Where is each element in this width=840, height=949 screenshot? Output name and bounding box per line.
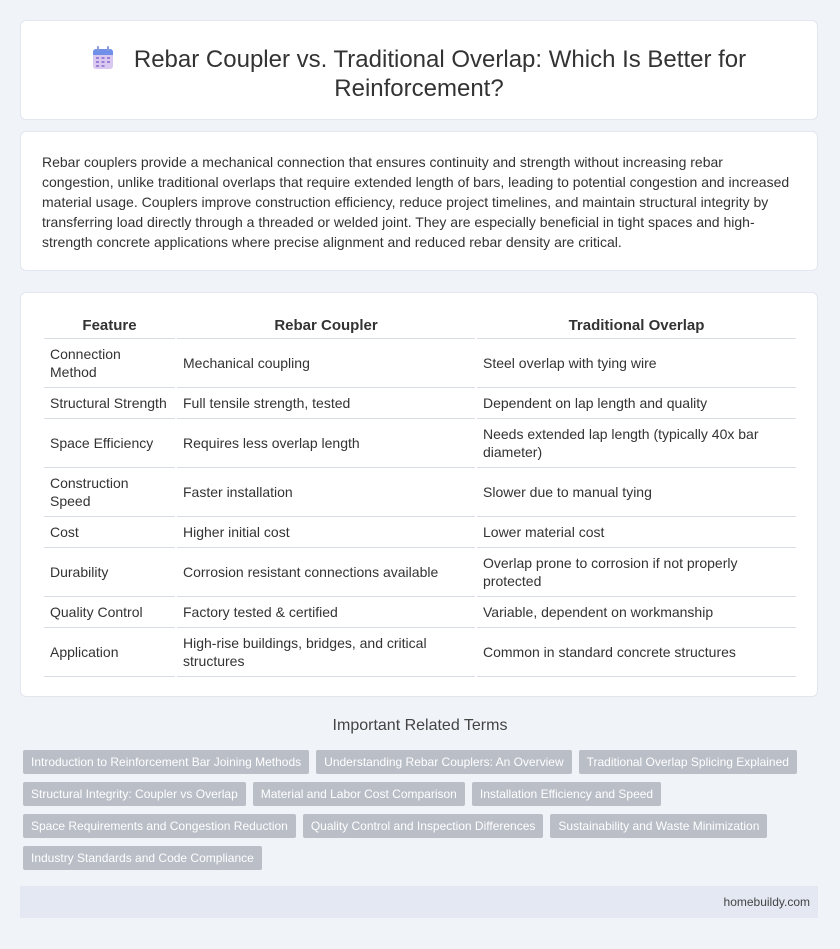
table-row — [44, 339, 796, 388]
table-row — [44, 419, 796, 468]
feature-cell: Structural Strength — [44, 388, 175, 419]
feature-cell: Construction Speed — [44, 468, 175, 517]
related-term-tag[interactable]: Traditional Overlap Splicing Explained — [579, 750, 797, 774]
related-term-tag[interactable]: Installation Efficiency and Speed — [472, 782, 661, 806]
comparison-table — [42, 311, 798, 677]
footer — [20, 886, 818, 918]
related-term-tag[interactable]: Quality Control and Inspection Differences — [303, 814, 544, 838]
coupler-cell: Requires less overlap length — [177, 419, 475, 468]
overlap-cell: Slower due to manual tying — [477, 468, 796, 517]
related-term-tag[interactable]: Structural Integrity: Coupler vs Overlap — [23, 782, 246, 806]
table-row — [44, 468, 796, 517]
related-term-tag[interactable]: Introduction to Reinforcement Bar Joining Methods — [23, 750, 309, 774]
coupler-cell: High-rise buildings, bridges, and critical structures — [177, 628, 475, 677]
table-row — [44, 388, 796, 419]
related-term-tag[interactable]: Understanding Rebar Couplers: An Overview — [316, 750, 571, 774]
header-feature: Feature — [44, 311, 175, 339]
intro-card — [20, 131, 818, 271]
table-row — [44, 548, 796, 597]
related-terms-title: Important Related Terms — [332, 717, 508, 734]
feature-cell: Cost — [44, 517, 175, 548]
related-term-tag[interactable]: Space Requirements and Congestion Reduction — [23, 814, 296, 838]
overlap-cell: Steel overlap with tying wire — [477, 339, 796, 388]
table-header-row — [44, 311, 796, 339]
calendar-icon — [92, 46, 114, 70]
overlap-cell: Variable, dependent on workmanship — [477, 597, 796, 628]
coupler-cell: Corrosion resistant connections available — [177, 548, 475, 597]
title-card — [20, 20, 818, 120]
feature-cell: Durability — [44, 548, 175, 597]
table-row — [44, 597, 796, 628]
coupler-cell: Faster installation — [177, 468, 475, 517]
page-title: Rebar Coupler vs. Traditional Overlap: Which Is Better for Reinforcement? — [133, 46, 747, 102]
header-traditional-overlap: Traditional Overlap — [477, 311, 796, 339]
related-term-tag[interactable]: Sustainability and Waste Minimization — [550, 814, 767, 838]
coupler-cell: Mechanical coupling — [177, 339, 475, 388]
coupler-cell: Full tensile strength, tested — [177, 388, 475, 419]
overlap-cell: Lower material cost — [477, 517, 796, 548]
related-term-tag[interactable]: Material and Labor Cost Comparison — [253, 782, 465, 806]
feature-cell: Application — [44, 628, 175, 677]
table-row — [44, 517, 796, 548]
feature-cell: Quality Control — [44, 597, 175, 628]
table-row — [44, 628, 796, 677]
overlap-cell: Common in standard concrete structures — [477, 628, 796, 677]
feature-cell: Connection Method — [44, 339, 175, 388]
overlap-cell: Overlap prone to corrosion if not properly protected — [477, 548, 796, 597]
header-rebar-coupler: Rebar Coupler — [177, 311, 475, 339]
overlap-cell: Dependent on lap length and quality — [477, 388, 796, 419]
related-term-tag[interactable]: Industry Standards and Code Compliance — [23, 846, 262, 870]
page-title-block — [21, 45, 817, 103]
related-terms-list — [23, 750, 803, 870]
coupler-cell: Factory tested & certified — [177, 597, 475, 628]
overlap-cell: Needs extended lap length (typically 40x bar diameter) — [477, 419, 796, 468]
feature-cell: Space Efficiency — [44, 419, 175, 468]
comparison-card — [20, 292, 818, 697]
footer-site-link[interactable]: homebuildy.com — [723, 895, 810, 909]
intro-paragraph: Rebar couplers provide a mechanical connection that ensures continuity and strength without increasing rebar congestion, unlike traditional overlaps that require extended length of bars, leading to potential congestion and increased material usage. Couplers improve construction efficiency, reduce project timelines, and maintain structural integrity by transferring load directly through a threaded or welded joint. They are especially beneficial in tight spaces and high-strength concrete applications where precise alignment and reduced rebar density are critical. — [42, 154, 790, 250]
coupler-cell: Higher initial cost — [177, 517, 475, 548]
